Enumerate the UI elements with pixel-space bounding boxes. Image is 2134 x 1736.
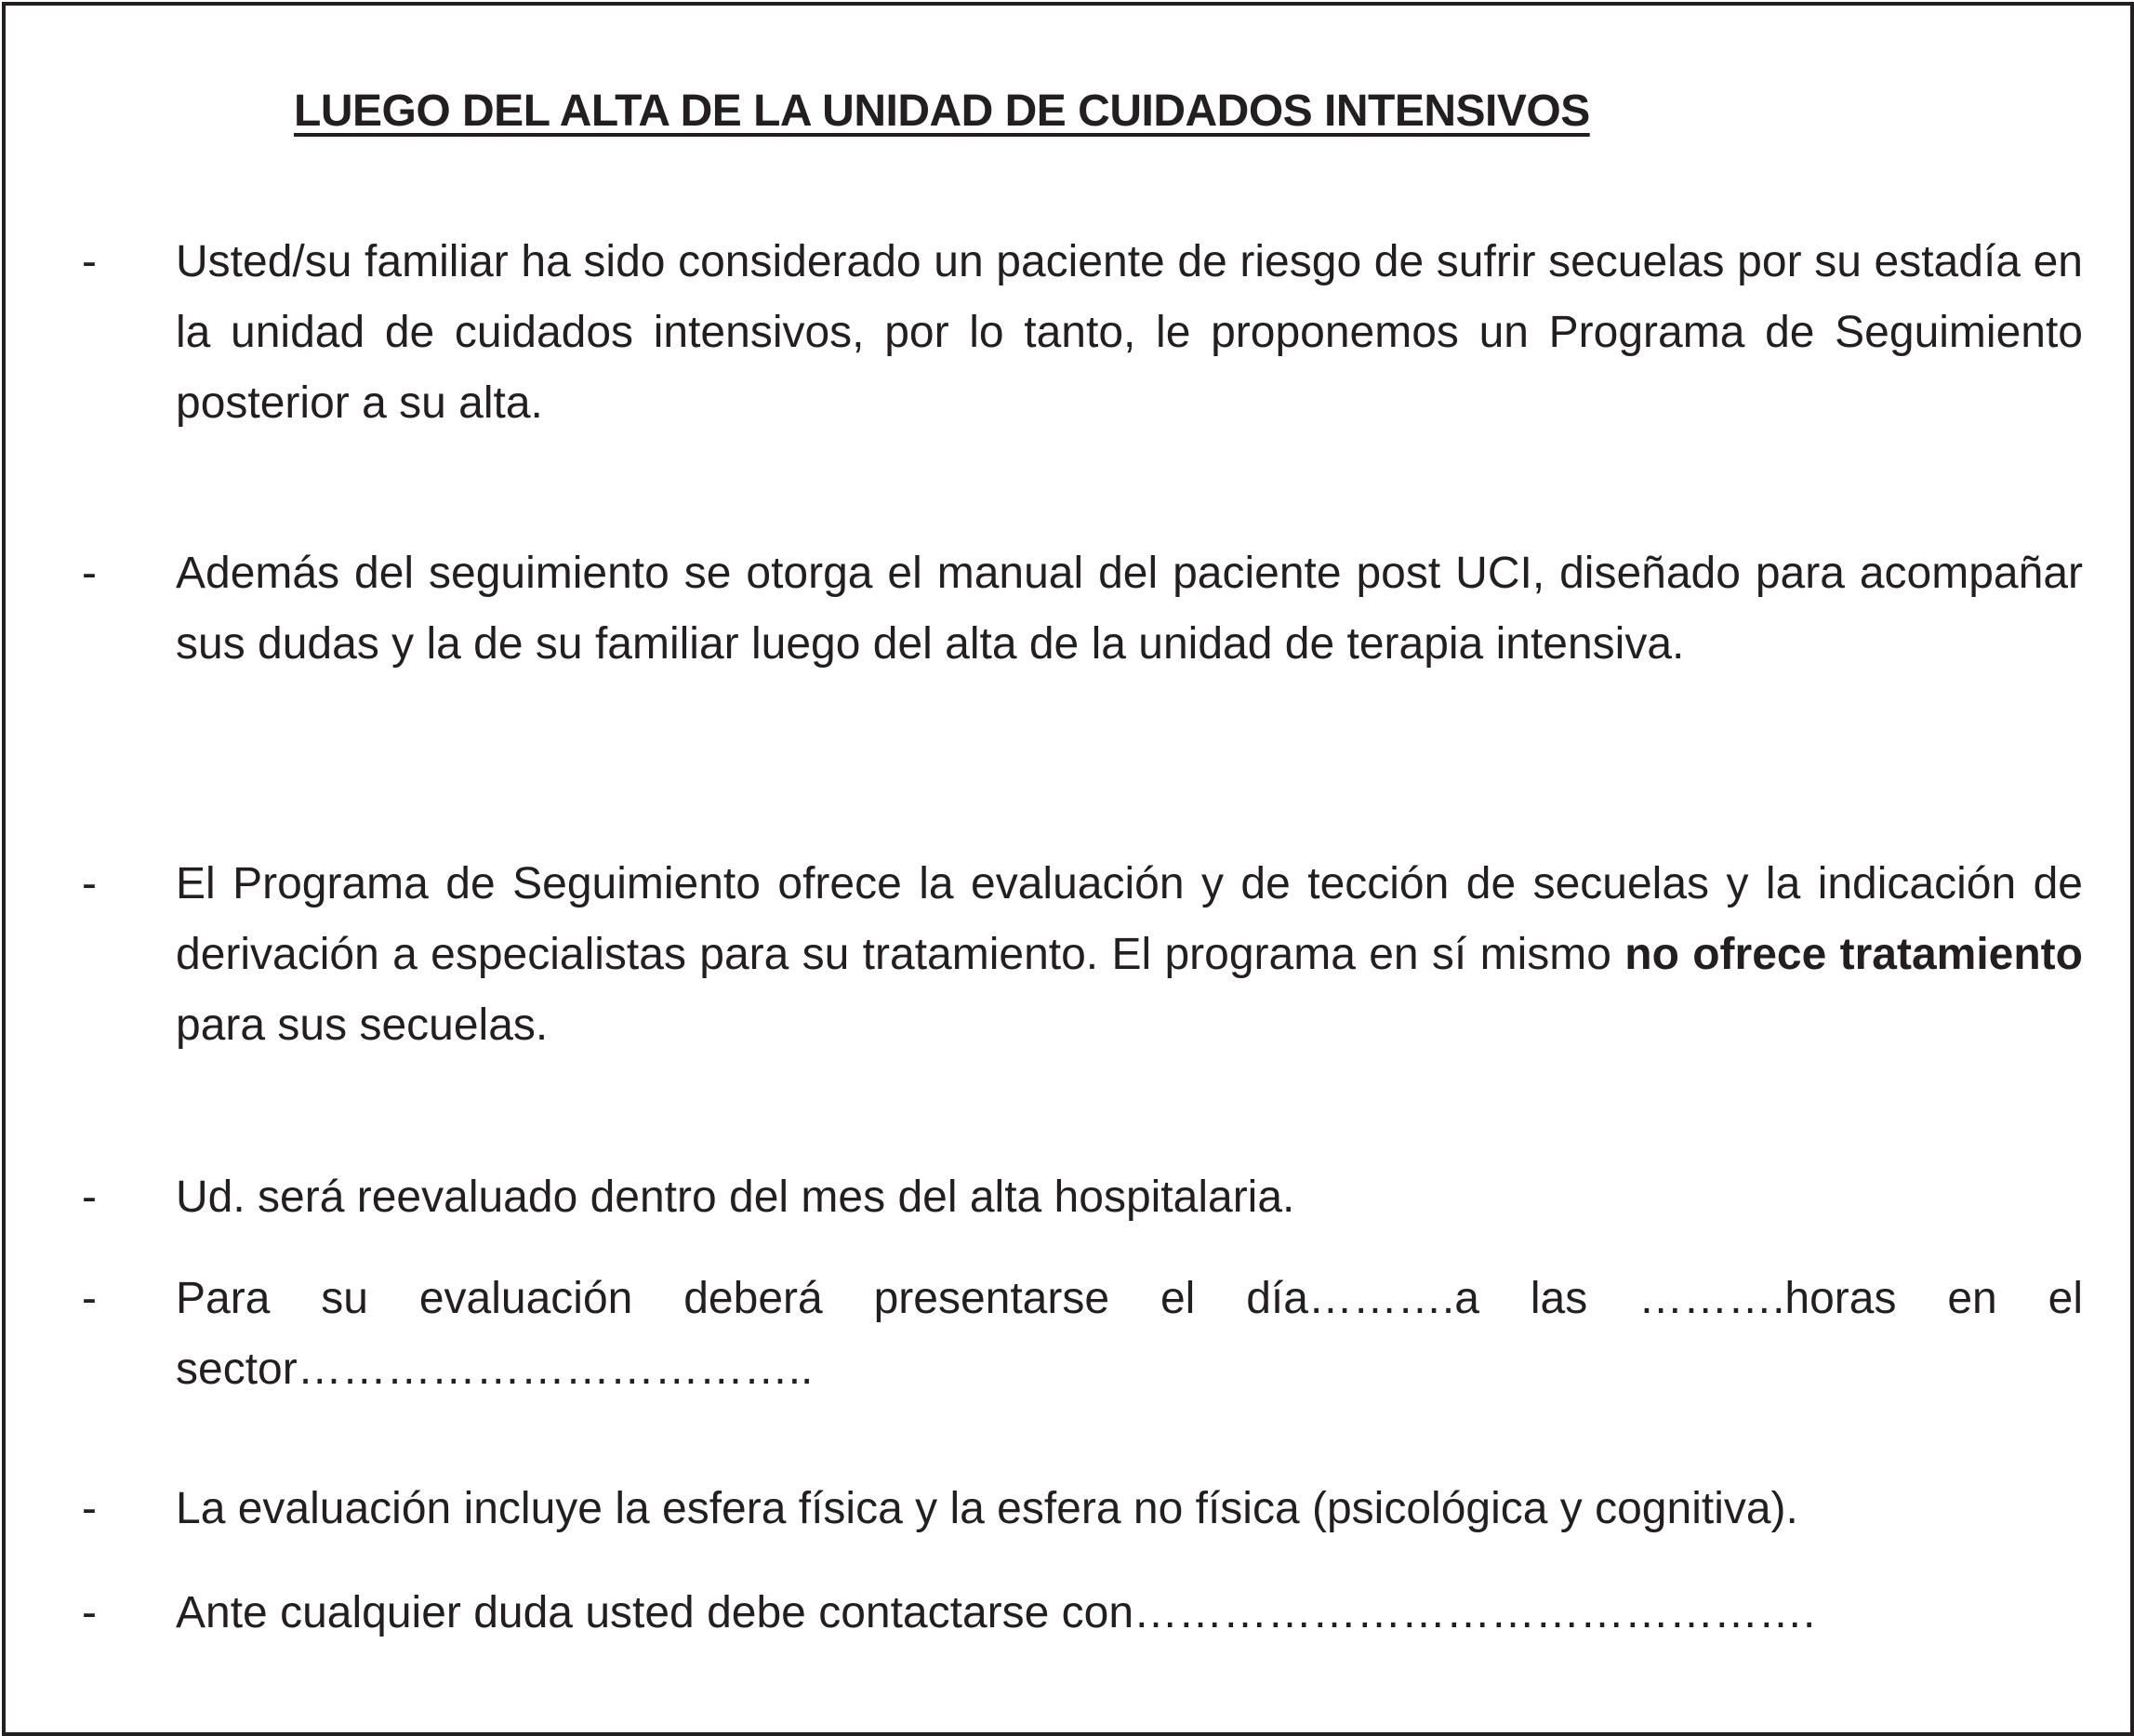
emphasis-text: no ofrece tratamiento [1624,930,2083,979]
list-item-text: Ud. será reevaluado dentro del mes del alta hospitalaria. [176,1173,1295,1222]
bullet-dash: - [82,1588,97,1637]
bullet-dash: - [82,237,97,286]
list-item-text: La evaluación incluye la esfera física y la esfera no física (psicológica y cognitiva). [176,1484,1798,1533]
list-item-text: Además del seguimiento se otorga el manual del paciente post UCI, diseñado para acompañar sus dudas y la de su familiar luego del alta de la unidad de terapia intensiva. [176,549,2083,669]
bullet-dash: - [82,549,97,598]
list-item-text [176,849,2083,1061]
list-item-text: Para su evaluación deberá presentarse el día……….a las ……….horas en el sector…………………………….. [176,1274,2083,1394]
list-item-text: Usted/su familiar ha sido considerado un paciente de riesgo de sufrir secuelas por su estadía en la unidad de cuidados intensivos, por lo tanto, le proponemos un Programa de Seguimiento posterior a su alta. [176,237,2083,428]
bullet-dash: - [82,859,97,908]
list-item-text-part: para sus secuelas. [176,1001,549,1050]
document-title: LUEGO DEL ALTA DE LA UNIDAD DE CUIDADOS INTENSIVOS [294,86,1590,136]
list-item-text: Ante cualquier duda usted debe contactarse con………………………………………. [176,1588,1816,1637]
bullet-dash: - [82,1484,97,1533]
bullet-dash: - [82,1274,97,1323]
list-item-text-part: El Programa de Seguimiento ofrece la evaluación y de tección de secuelas y la indicación de derivación a especialistas para su tratamiento. El programa en sí mismo [176,859,2083,979]
bullet-dash: - [82,1173,97,1222]
